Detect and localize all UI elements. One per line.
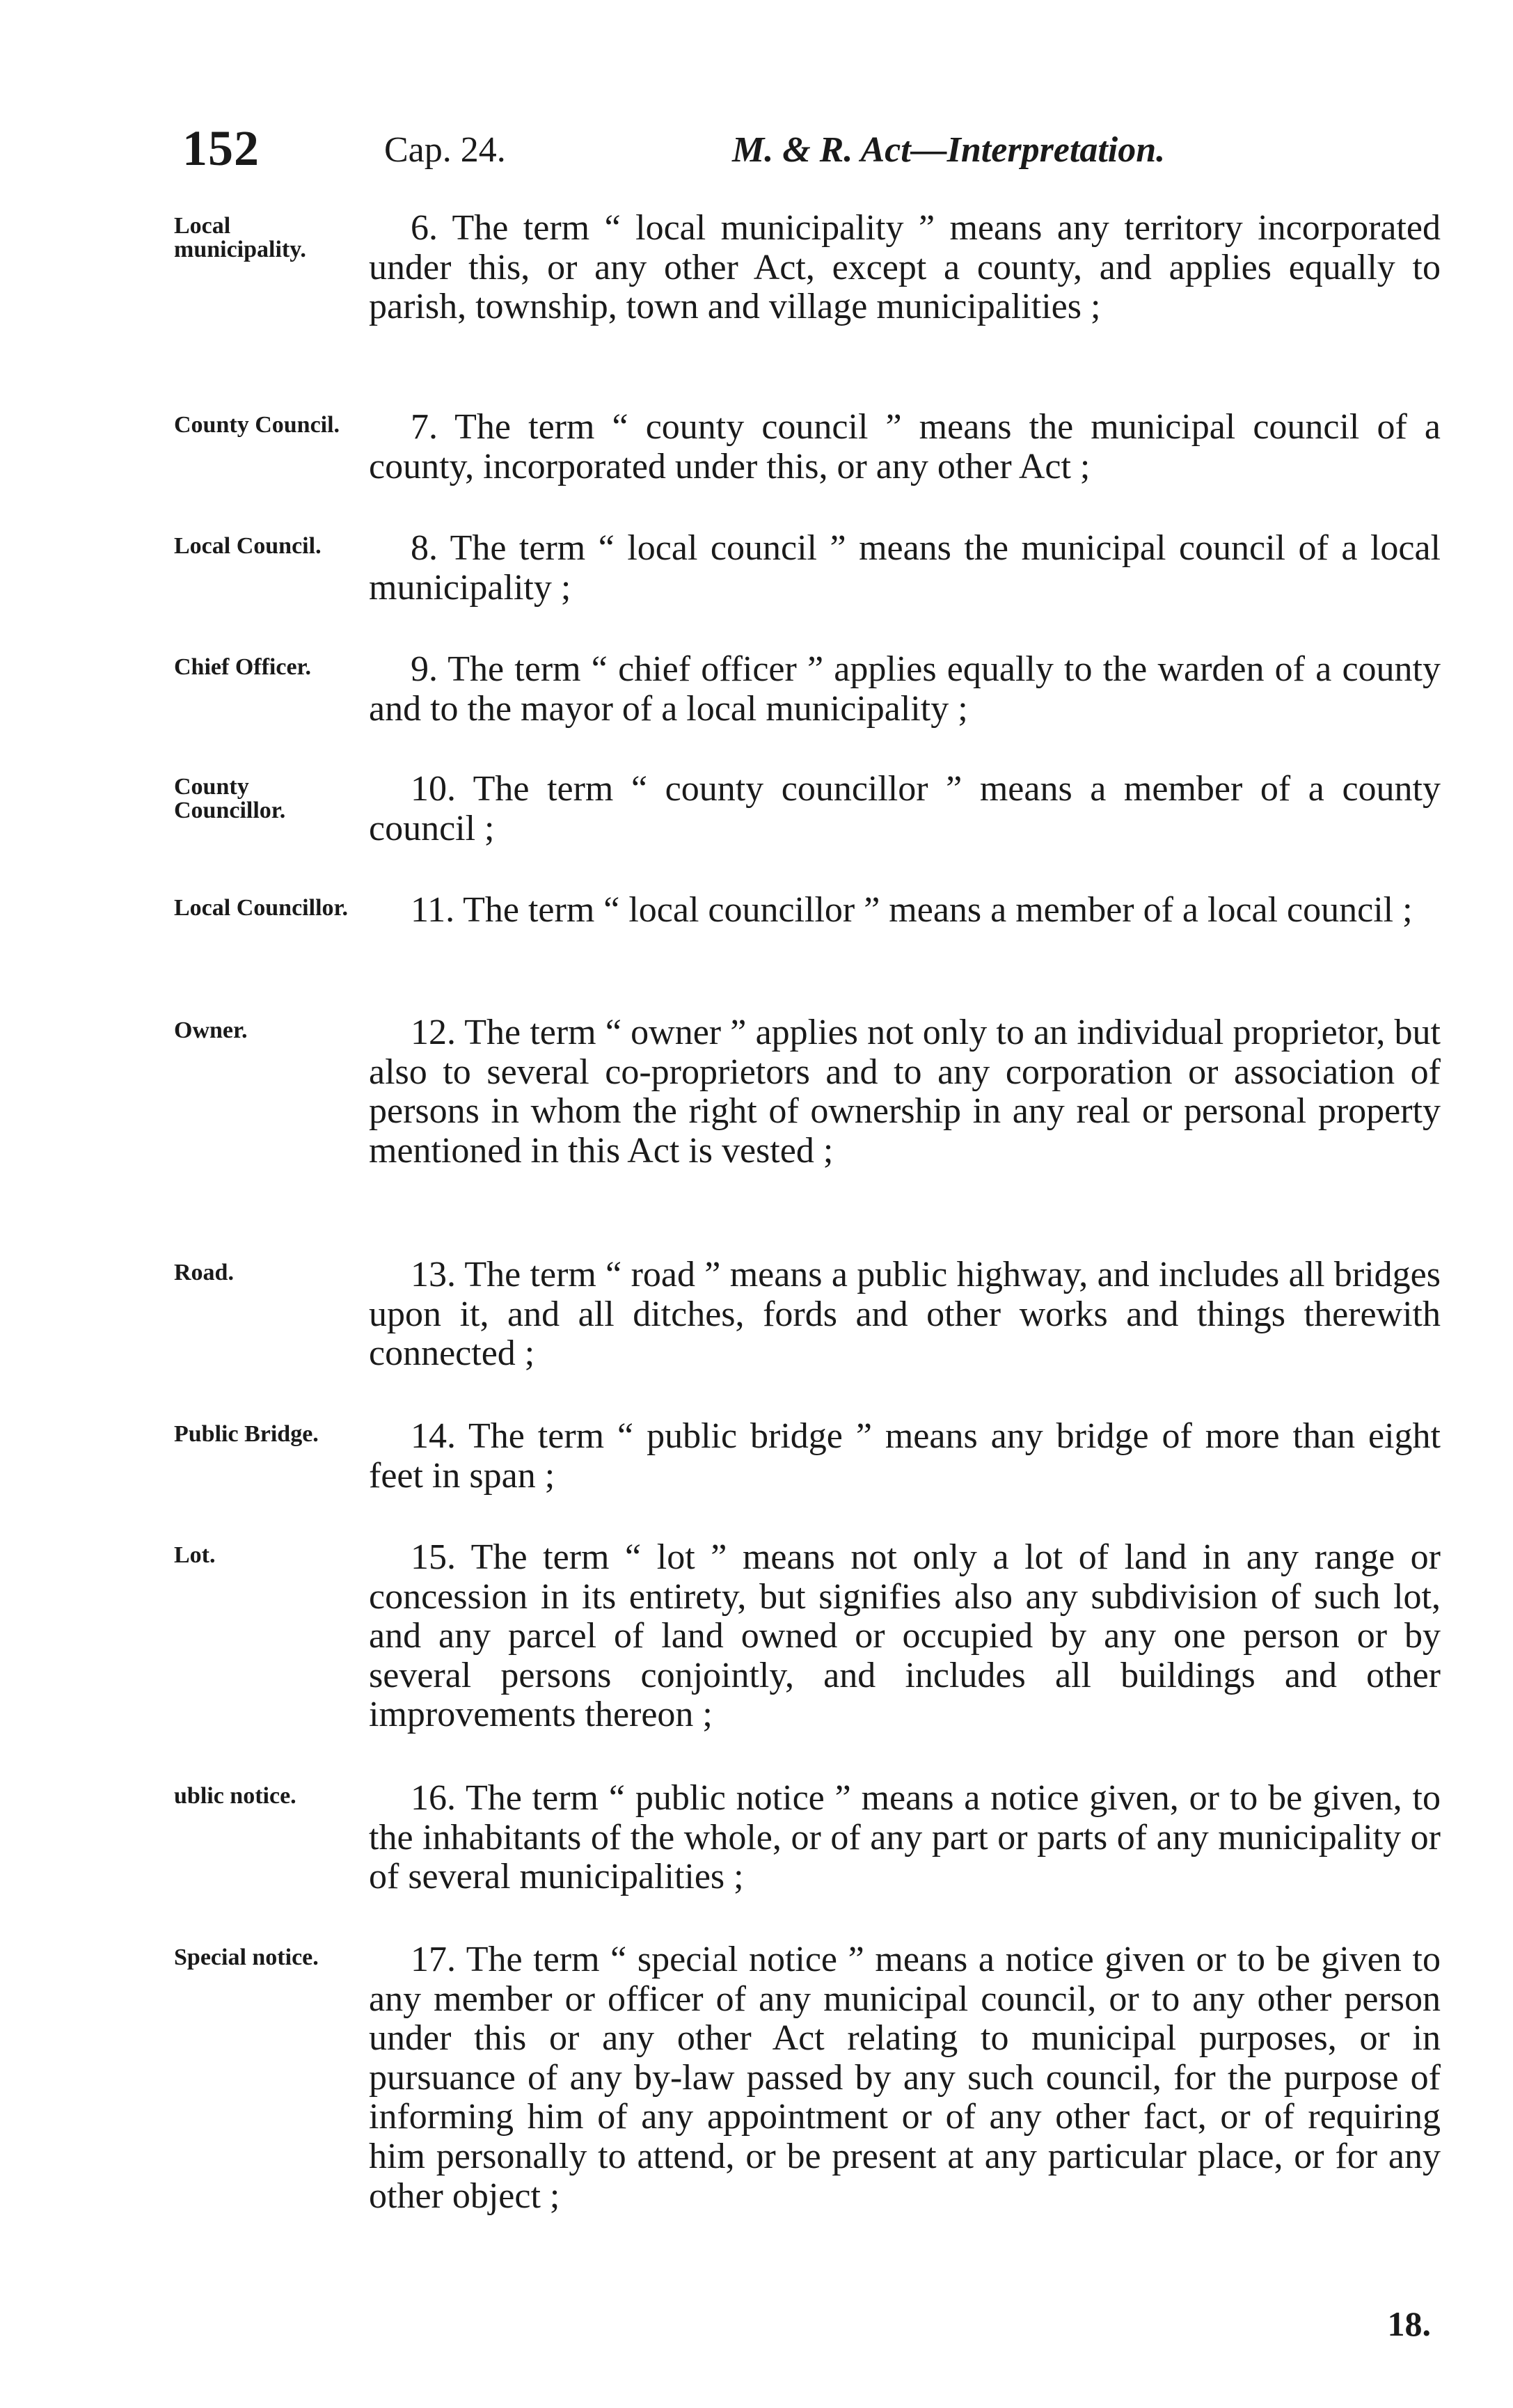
- section-text: [369, 529, 1441, 608]
- margin-note: Chief Officer.: [174, 654, 312, 680]
- section-text: [369, 1417, 1441, 1496]
- section-text: [369, 1256, 1441, 1374]
- section-text-content: 8. The term “ local council ” means the municipal council of a local municipality ;: [369, 528, 1441, 608]
- section-text: [369, 650, 1441, 729]
- section-text-content: 11. The term “ local councillor ” means a member of a local council ;: [411, 890, 1413, 930]
- margin-note: Local municipality.: [174, 213, 306, 262]
- section-text-content: 15. The term “ lot ” means not only a lot of land in any range or concession in its entirety, but signifies also any subdivision of such lot, and any parcel of land owned or occupied by any one person or by several persons conjointly, and includes all buildings and other improvements thereon ;: [369, 1537, 1441, 1735]
- margin-note: Local Councillor.: [174, 895, 348, 921]
- section-text: [369, 1538, 1441, 1735]
- section-text-content: 12. The term “ owner ” applies not only to an individual proprietor, but also to several co-proprietors and to any corporation or association of persons in whom the right of ownership in any real or personal property mentioned in this Act is vested ;: [369, 1013, 1441, 1171]
- margin-note: County Council.: [174, 412, 340, 438]
- running-title: M. & R. Act—Interpretation.: [732, 130, 1166, 170]
- margin-note: Road.: [174, 1260, 234, 1285]
- margin-note: ublic notice.: [174, 1783, 296, 1809]
- chapter-label: Cap. 24.: [384, 130, 506, 170]
- margin-note: Special notice.: [174, 1944, 319, 1970]
- margin-note: Lot.: [174, 1542, 216, 1568]
- section-text: [369, 209, 1441, 327]
- page-number: 152: [182, 120, 260, 176]
- section-text: [369, 891, 1441, 930]
- section-text-content: 7. The term “ county council ” means the municipal council of a county, incorporated under this, or any other Act ;: [369, 407, 1441, 486]
- section-text: [369, 1779, 1441, 1897]
- section-text-content: 16. The term “ public notice ” means a notice given, or to be given, to the inhabitants of the whole, or of any part or parts of any municipality or of several municipalities ;: [369, 1778, 1441, 1897]
- catchword: 18.: [1387, 2304, 1431, 2343]
- section-text-content: 10. The term “ county councillor ” means a member of a county council ;: [369, 769, 1441, 848]
- section-text-content: 6. The term “ local municipality ” means any territory incorporated under this, or any other Act, except a county, and applies equally to parish, township, town and village municipalities ;: [369, 208, 1441, 327]
- section-text-content: 13. The term “ road ” means a public highway, and includes all bridges upon it, and all ditches, fords and other works and things therewith connected ;: [369, 1255, 1441, 1374]
- section-text-content: 9. The term “ chief officer ” applies equally to the warden of a county and to the mayor of a local municipality ;: [369, 649, 1441, 729]
- section-text: [369, 770, 1441, 848]
- margin-note: Owner.: [174, 1017, 248, 1043]
- section-text: [369, 1940, 1441, 2216]
- section-text: [369, 1013, 1441, 1171]
- section-text-content: 14. The term “ public bridge ” means any bridge of more than eight feet in span ;: [369, 1416, 1441, 1496]
- section-text: [369, 408, 1441, 486]
- section-text-content: 17. The term “ special notice ” means a notice given or to be given to any member or officer of any municipal council, or to any other person under this or any other Act relating to municipal purposes, or in pursuance of any by-law passed by any such council, for the purpose of informing him of any appointment or of any other fact, or of requiring him personally to attend, or be present at any particular place, or for any other object ;: [369, 1940, 1441, 2216]
- margin-note: County Councillor.: [174, 774, 286, 823]
- page-header: [182, 120, 1428, 182]
- margin-note: Public Bridge.: [174, 1421, 319, 1447]
- margin-note: Local Council.: [174, 533, 322, 559]
